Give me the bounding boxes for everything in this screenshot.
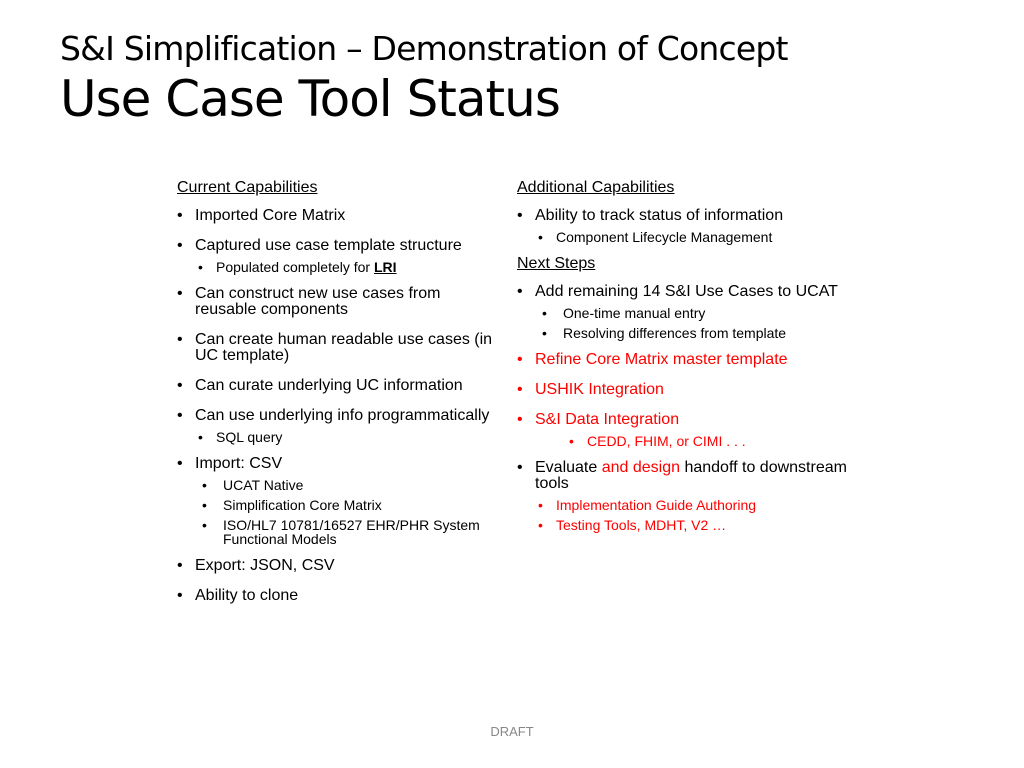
- list-item: • S&I Data Integration: [517, 412, 847, 428]
- sub-list-item: • CEDD, FHIM, or CIMI . . .: [517, 434, 847, 448]
- sub-list-item: • Simplification Core Matrix: [177, 498, 497, 512]
- additional-capabilities-column: [517, 180, 847, 538]
- title-line-2: Use Case Tool Status: [60, 70, 560, 128]
- list-item: • Can create human readable use cases (in UC template): [177, 332, 497, 364]
- sub-list-item: • One-time manual entry: [517, 306, 847, 320]
- sub-list-item: • ISO/HL7 10781/16527 EHR/PHR System Functional Models: [177, 518, 497, 546]
- current-capabilities-heading: Current Capabilities: [177, 179, 318, 196]
- sub-list-item: • Implementation Guide Authoring: [517, 498, 847, 512]
- sub-list-item: • Resolving differences from template: [517, 326, 847, 340]
- list-item: • Ability to clone: [177, 588, 497, 604]
- list-item: • Imported Core Matrix: [177, 208, 497, 224]
- sub-list-item: • Testing Tools, MDHT, V2 …: [517, 518, 847, 532]
- current-capabilities-column: [177, 180, 497, 618]
- list-item: • Can use underlying info programmatically: [177, 408, 497, 424]
- list-item: • Add remaining 14 S&I Use Cases to UCAT: [517, 284, 847, 300]
- additional-capabilities-heading: Additional Capabilities: [517, 179, 675, 196]
- list-item: • Can construct new use cases from reusable components: [177, 286, 497, 318]
- evaluate-text: Evaluate: [535, 459, 602, 476]
- list-item: • Captured use case template structure: [177, 238, 497, 254]
- sub-list-item: • Component Lifecycle Management: [517, 230, 847, 244]
- sub-list-item: • SQL query: [177, 430, 497, 444]
- slide-title: [60, 28, 788, 128]
- lri-link[interactable]: LRI: [373, 259, 397, 275]
- next-steps-heading: Next Steps: [517, 255, 596, 272]
- handoff-text: handoff to downstream tools: [535, 459, 847, 492]
- title-line-1: S&I Simplification – Demonstration of Concept: [60, 29, 788, 68]
- list-item: • Import: CSV: [177, 456, 497, 472]
- sub-list-item: [177, 260, 497, 274]
- draft-footer: DRAFT: [490, 724, 534, 739]
- list-item: • Export: JSON, CSV: [177, 558, 497, 574]
- sub-list-item-text: Populated completely for: [216, 259, 374, 275]
- sub-list-item: • UCAT Native: [177, 478, 497, 492]
- list-item: [517, 460, 847, 492]
- list-item: • Ability to track status of information: [517, 208, 847, 224]
- list-item: • USHIK Integration: [517, 382, 847, 398]
- and-design-text: and design: [601, 459, 681, 476]
- list-item: • Refine Core Matrix master template: [517, 352, 847, 368]
- list-item: • Can curate underlying UC information: [177, 378, 497, 394]
